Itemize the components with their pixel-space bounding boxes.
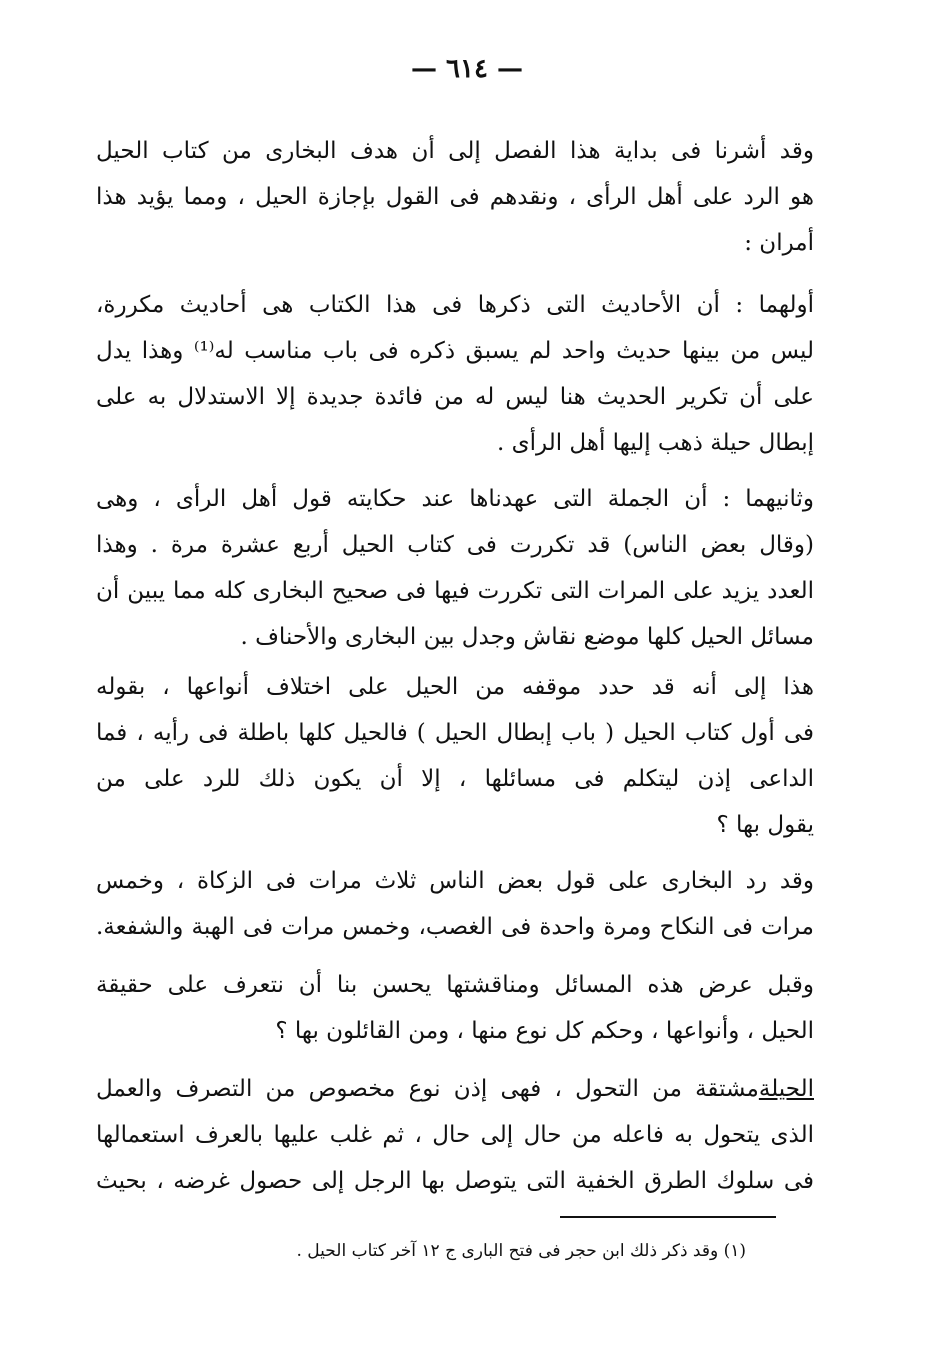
- paragraph-2: [96, 282, 814, 466]
- text-line: هو الرد على أهل الرأى ، ونقدهم فى القول بإجازة الحيل ، ومما يؤيد هذا: [96, 184, 814, 210]
- text-line: (وقال بعض الناس) قد تكررت فى كتاب الحيل أربع عشرة مرة . وهذا: [96, 532, 814, 558]
- paragraph-6: [96, 962, 814, 1054]
- text-line: الذى يتحول به فاعله من حال إلى حال ، ثم غلب عليها بالعرف استعمالها: [96, 1122, 814, 1148]
- text-line: وثانيهما : أن الجملة التى عهدناها عند حكايته قول أهل الرأى ، وهى: [96, 486, 814, 512]
- footnote-divider: [560, 1216, 776, 1218]
- paragraph-1: [96, 128, 814, 266]
- paragraph-3: [96, 476, 814, 660]
- text-line: العدد يزيد على المرات التى تكررت فيها فى صحيح البخارى كله مما يبين أن: [96, 578, 814, 604]
- text-line: فى أول كتاب الحيل ( باب إبطال الحيل ) فالحيل كلها باطلة فى رأيه ، فما: [96, 720, 814, 746]
- page-number: — ٦١٤ —: [410, 54, 524, 84]
- text-line-rest: مشتقة من التحول ، فهى إذن نوع مخصوص من التصرف والعمل: [96, 1076, 759, 1102]
- paragraph-7: [96, 1066, 814, 1204]
- text-line: مسائل الحيل كلها موضع نقاش وجدل بين البخارى والأحناف .: [240, 624, 814, 650]
- text-line: أولهما : أن الأحاديث التى ذكرها فى هذا الكتاب هى أحاديث مكررة،: [96, 292, 814, 318]
- text-line: هذا إلى أنه قد حدد موقفه من الحيل على اختلاف أنواعها ، بقوله: [96, 674, 814, 700]
- defined-term: الحيلة: [758, 1076, 814, 1102]
- text-line: إبطال حيلة ذهب إليها أهل الرأى .: [497, 430, 814, 456]
- text-line: مرات فى النكاح ومرة واحدة فى الغصب، وخمس مرات فى الهبة والشفعة.: [96, 914, 814, 940]
- paragraph-4: [96, 664, 814, 848]
- text-line: يقول بها ؟: [716, 812, 814, 838]
- text-line: ليس من بينها حديث واحد لم يسبق ذكره فى باب مناسب له⁽¹⁾ وهذا يدل: [96, 338, 814, 364]
- text-line: وقبل عرض هذه المسائل ومناقشتها يحسن بنا أن نتعرف على حقيقة: [96, 972, 814, 998]
- text-line: وقد أشرنا فى بداية هذا الفصل إلى أن هدف البخارى من كتاب الحيل: [96, 138, 814, 164]
- text-line: فى سلوك الطرق الخفية التى يتوصل بها الرجل إلى حصول غرضه ، بحيث: [96, 1168, 814, 1194]
- paragraph-5: [96, 858, 814, 950]
- text-line: على أن تكرير الحديث هنا ليس له من فائدة جديدة إلا الاستدلال به على: [96, 384, 814, 410]
- text-line: وقد رد البخارى على قول بعض الناس ثلاث مرات فى الزكاة ، وخمس: [96, 868, 814, 894]
- footnote: (١) وقد ذكر ذلك ابن حجر فى فتح البارى ج ١٢ آخر كتاب الحيل .: [296, 1241, 746, 1261]
- text-line: الحيل ، وأنواعها ، وحكم كل نوع منها ، ومن القائلون بها ؟: [275, 1018, 814, 1044]
- text-line: أمران :: [744, 230, 814, 256]
- text-line: الداعى إذن ليتكلم فى مسائلها ، إلا أن يكون ذلك للرد على من: [96, 766, 814, 792]
- text-line: [96, 1066, 814, 1112]
